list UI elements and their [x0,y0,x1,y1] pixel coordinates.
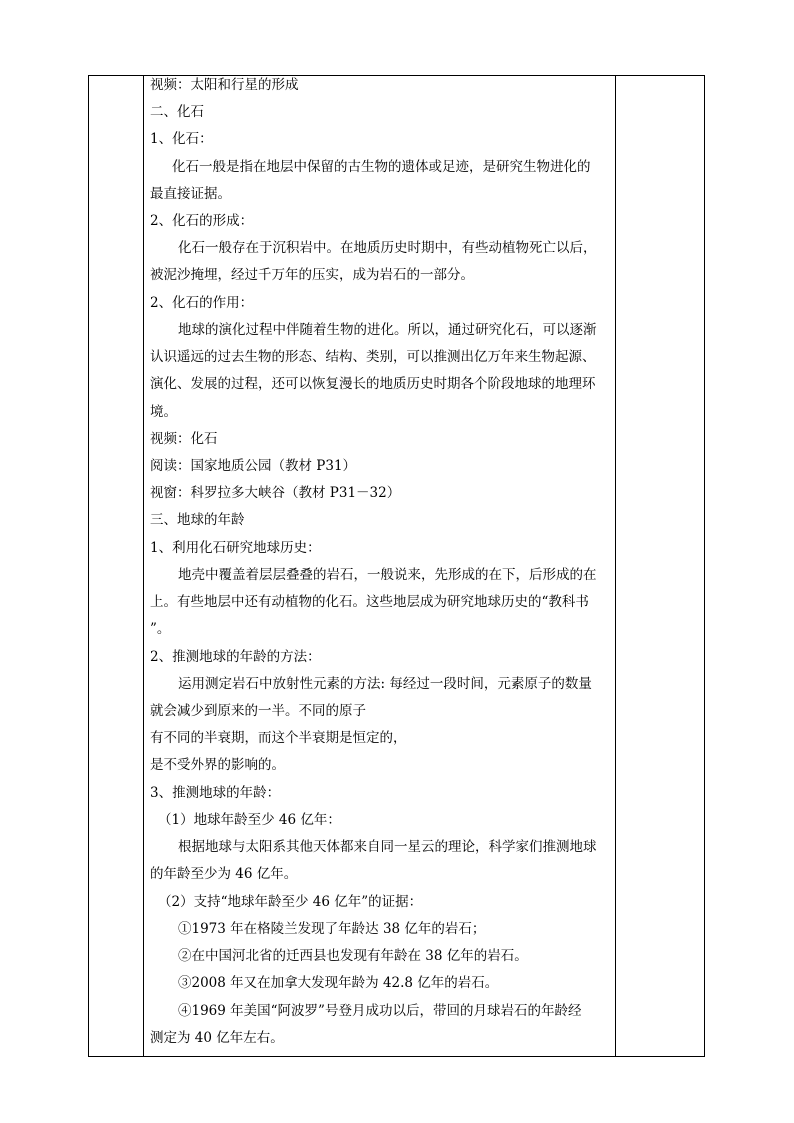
paragraph-line: 根据地球与太阳系其他天体都来自同一星云的理论，科学家们推测地球 [178,839,597,855]
paragraph-line: 运用测定岩石中放射性元素的方法: 每经过一段时间，元素原子的数量 [178,676,592,692]
evidence-item: ③2008 年又在加拿大发现年龄为 42.8 亿年的岩石。 [178,975,499,991]
evidence-item: ②在中国河北省的迁西县也发现有年龄在 38 亿年的岩石。 [178,948,528,964]
column-divider-left [143,75,144,1057]
column-divider-right [615,75,616,1057]
paragraph-line: 的年龄至少为 46 亿年。 [150,866,298,882]
paragraph-line: 化石一般是指在地层中保留的古生物的遗体或足迹，是研究生物进化的 [172,159,591,175]
window-colorado-canyon: 视窗：科罗拉多大峡谷（教材 P31－32） [150,485,401,501]
table-right-border [704,75,705,1057]
paragraph-line: 地壳中覆盖着层层叠叠的岩石，一般说来，先形成的在下，后形成的在 [178,567,597,583]
video-title-solar: 视频：太阳和行星的形成 [150,77,299,93]
table-bottom-border [88,1056,705,1057]
paragraph-line: 演化、发展的过程，还可以恢复漫长的地质历史时期各个阶段地球的地理环 [150,376,596,392]
subheading-at-least-46: （1）地球年龄至少 46 亿年： [158,812,341,828]
evidence-item: ④1969 年美国“阿波罗”号登月成功以后，带回的月球岩石的年龄经 [178,1003,582,1019]
paragraph-line: 化石一般存在于沉积岩中。在地质历史时期中，有些动植物死亡以后， [178,240,597,256]
paragraph-line: 地球的演化过程中伴随着生物的进化。所以，通过研究化石，可以逐渐 [178,322,597,338]
table-left-border [88,75,89,1057]
paragraph-line: 认识遥远的过去生物的形态、结构、类别，可以推测出亿万年来生物起源、 [150,349,596,365]
section-heading-earth-age: 三、地球的年龄 [150,512,245,528]
paragraph-line: 是不受外界的影响的。 [150,757,285,773]
paragraph-line: 就会减少到原来的一半。不同的原子 [150,703,366,719]
paragraph-line: ”。 [150,621,171,637]
subheading-fossil-definition: 1、化石： [150,131,213,147]
table-top-border [88,75,705,76]
paragraph-line: 测定为 40 亿年左右。 [150,1030,284,1046]
paragraph-line: 最直接证据。 [150,186,231,202]
reading-geopark: 阅读：国家地质公园（教材 P31） [150,458,357,474]
subheading-earth-age: 3、推测地球的年龄： [150,785,281,801]
paragraph-line: 境。 [150,404,177,420]
subheading-evidence: （2）支持“地球年龄至少 46 亿年”的证据： [158,894,423,910]
subheading-fossil-formation: 2、化石的形成： [150,213,254,229]
section-heading-fossil: 二、化石 [150,104,204,120]
paragraph-line: 被泥沙掩埋，经过千万年的压实，成为岩石的一部分。 [150,267,474,283]
paragraph-line: 上。有些地层中还有动植物的化石。这些地层成为研究地球历史的“教科书 [150,594,589,610]
video-title-fossil: 视频：化石 [150,431,218,447]
subheading-fossil-history: 1、利用化石研究地球历史： [150,540,321,556]
paragraph-line: 有不同的半衰期，而这个半衰期是恒定的， [150,730,407,746]
subheading-fossil-function: 2、化石的作用： [150,295,254,311]
evidence-item: ①1973 年在格陵兰发现了年龄达 38 亿年的岩石； [178,921,486,937]
subheading-age-method: 2、推测地球的年龄的方法： [150,649,321,665]
